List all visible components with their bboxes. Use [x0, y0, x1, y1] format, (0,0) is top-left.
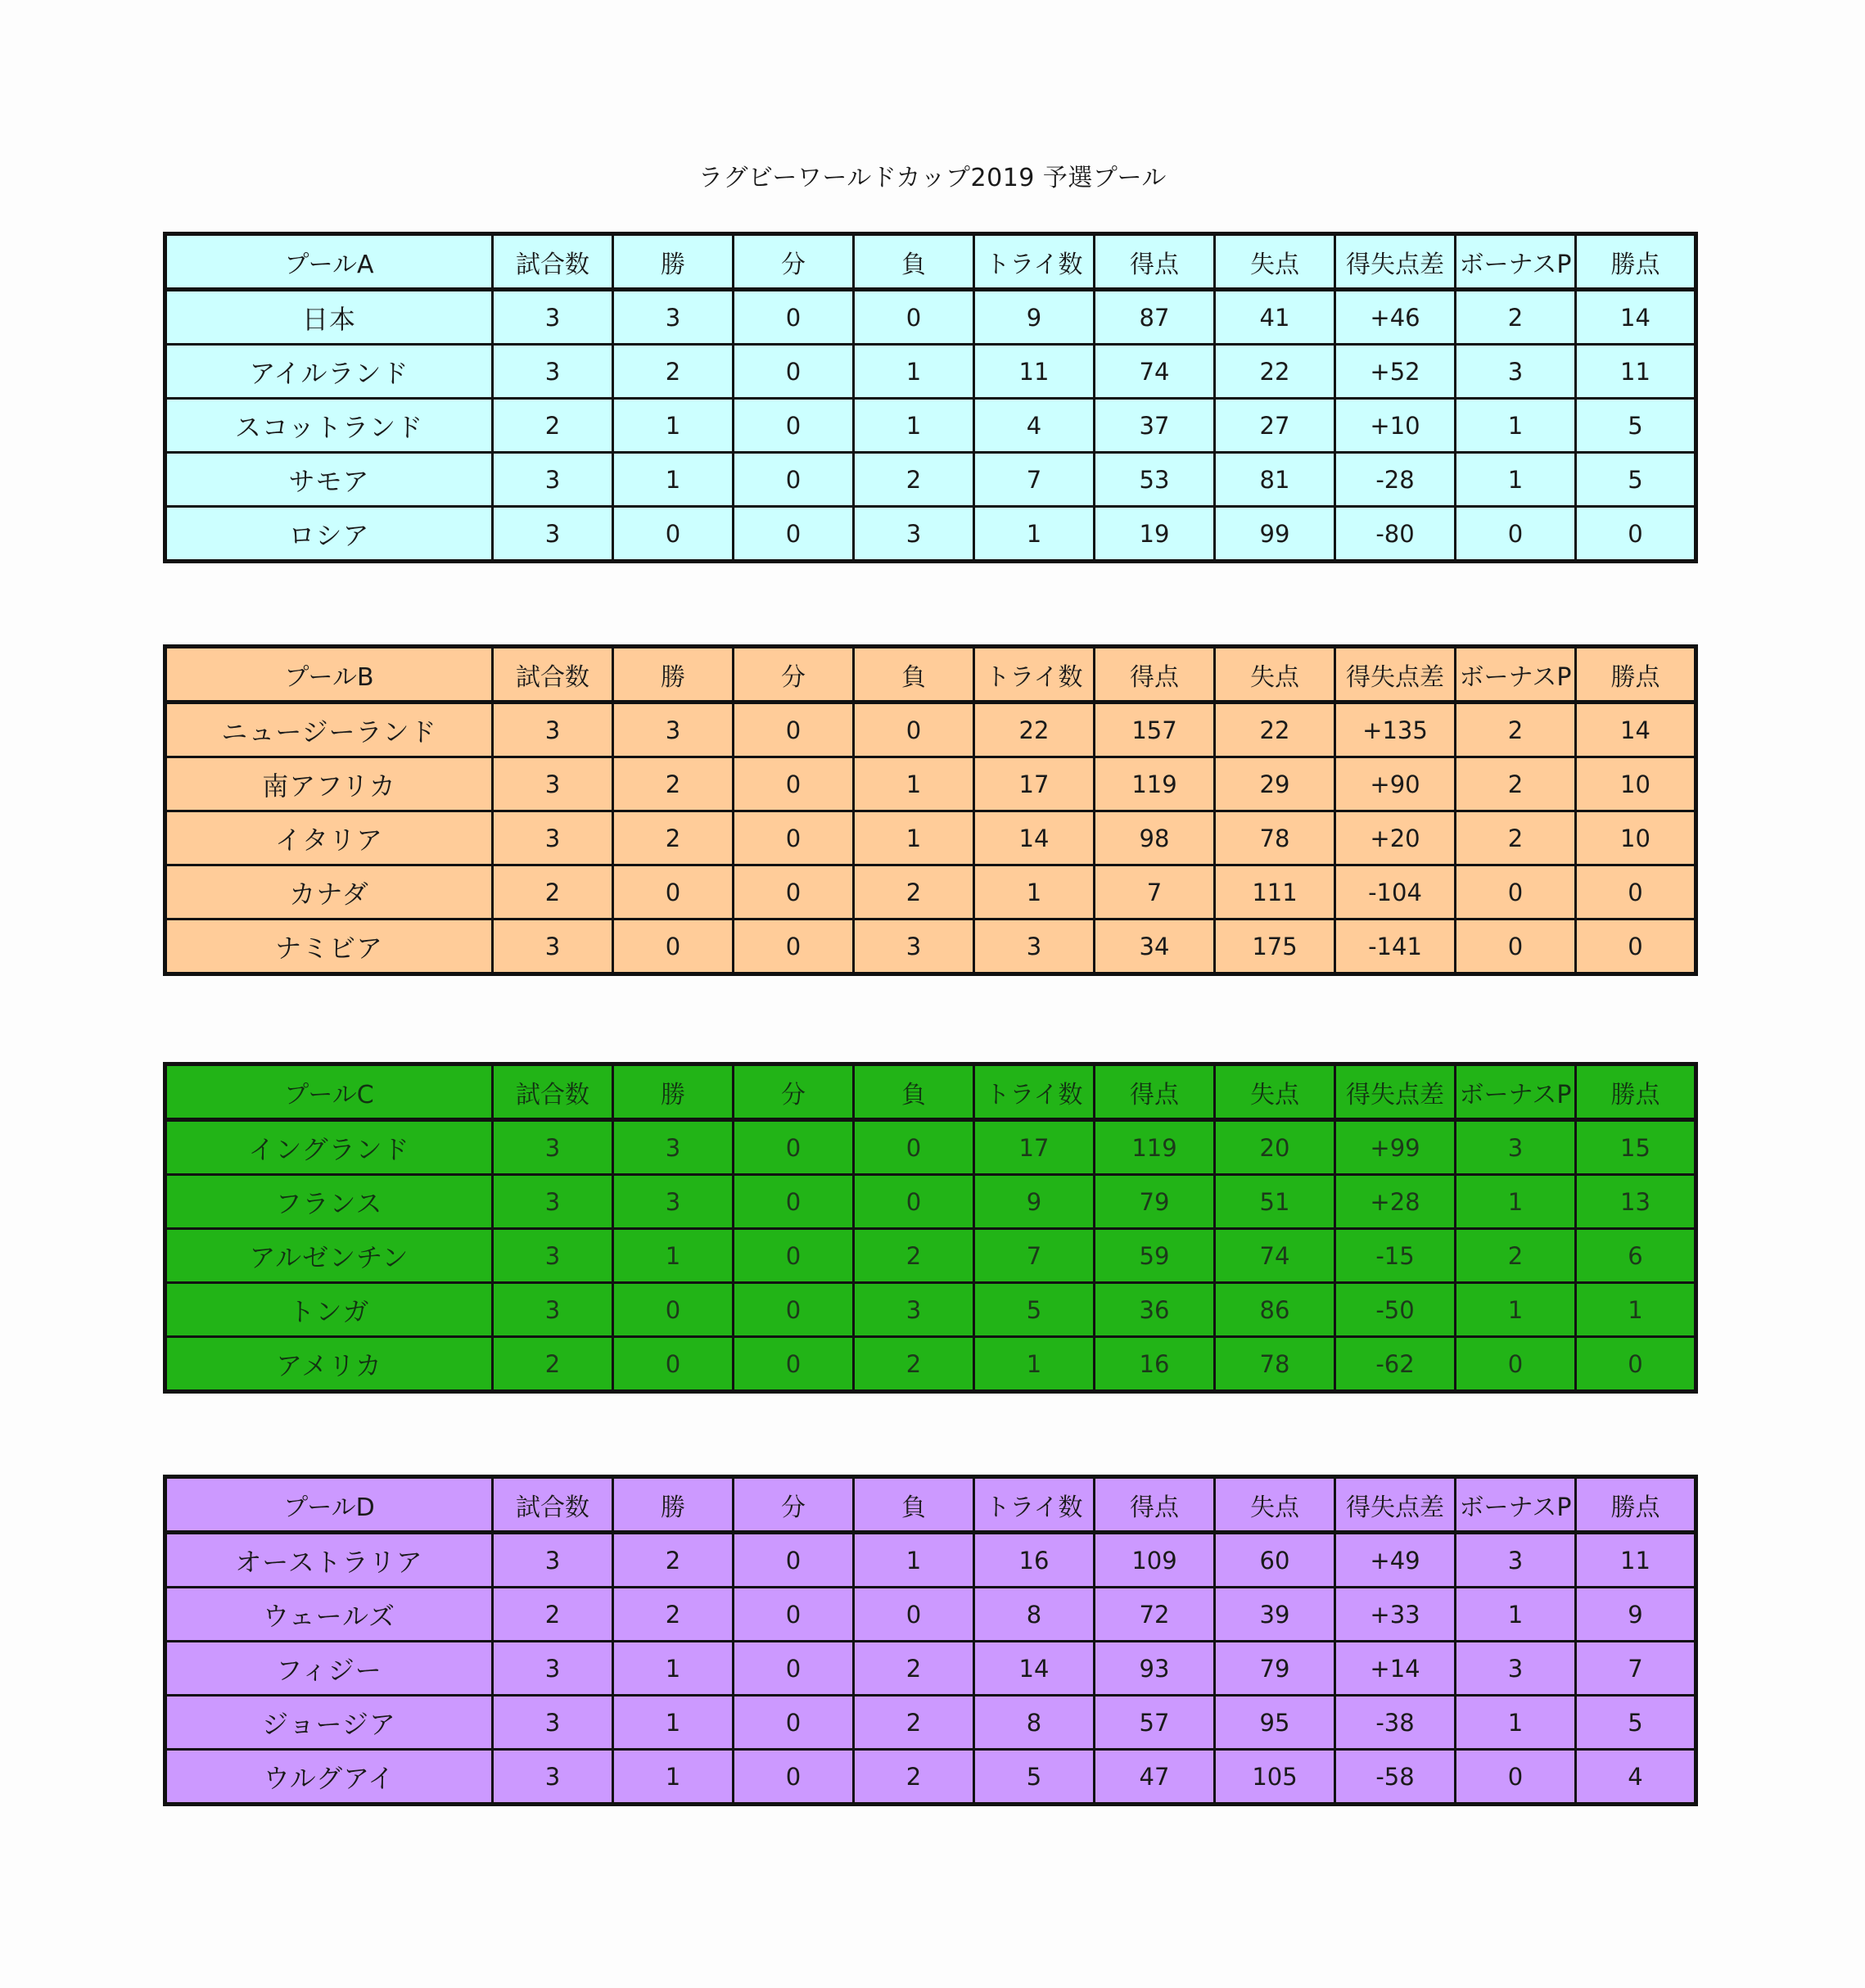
cell-losses: 3 [854, 507, 974, 562]
cell-tries: 16 [974, 1533, 1095, 1588]
cell-draws: 0 [734, 1750, 854, 1805]
cell-table-points: 6 [1576, 1229, 1696, 1283]
team-name: カナダ [165, 865, 493, 919]
cell-draws: 0 [734, 919, 854, 974]
cell-points-for: 119 [1095, 1120, 1215, 1175]
cell-draws: 0 [734, 1588, 854, 1642]
table-row [165, 1750, 1696, 1805]
cell-losses: 2 [854, 1229, 974, 1283]
cell-draws: 0 [734, 1120, 854, 1175]
cell-losses: 3 [854, 919, 974, 974]
cell-points-for: 16 [1095, 1337, 1215, 1392]
table-row [165, 757, 1696, 811]
pool-name: プールD [165, 1477, 493, 1533]
cell-points-for: 7 [1095, 865, 1215, 919]
team-name: 日本 [165, 290, 493, 345]
cell-table-points: 0 [1576, 1337, 1696, 1392]
column-header-points-diff: 得失点差 [1335, 1477, 1456, 1533]
cell-points-for: 72 [1095, 1588, 1215, 1642]
cell-games: 3 [493, 703, 613, 757]
cell-draws: 0 [734, 1337, 854, 1392]
cell-points-for: 19 [1095, 507, 1215, 562]
cell-games: 3 [493, 1533, 613, 1588]
cell-points-against: 74 [1215, 1229, 1335, 1283]
cell-losses: 0 [854, 1588, 974, 1642]
cell-wins: 3 [613, 290, 734, 345]
team-name: トンガ [165, 1283, 493, 1337]
cell-games: 3 [493, 811, 613, 865]
cell-points-for: 109 [1095, 1533, 1215, 1588]
cell-points-diff: -62 [1335, 1337, 1456, 1392]
cell-losses: 2 [854, 1337, 974, 1392]
column-header-tries: トライ数 [974, 647, 1095, 703]
cell-games: 2 [493, 1337, 613, 1392]
cell-losses: 2 [854, 1750, 974, 1805]
cell-table-points: 11 [1576, 345, 1696, 399]
team-name: フィジー [165, 1642, 493, 1696]
cell-games: 2 [493, 399, 613, 453]
cell-losses: 0 [854, 703, 974, 757]
team-name: ウェールズ [165, 1588, 493, 1642]
table-row [165, 811, 1696, 865]
table-header-row [165, 647, 1696, 703]
cell-table-points: 10 [1576, 757, 1696, 811]
column-header-table-points: 勝点 [1576, 1477, 1696, 1533]
cell-bonus-points: 2 [1456, 811, 1576, 865]
cell-tries: 14 [974, 811, 1095, 865]
cell-points-diff: +90 [1335, 757, 1456, 811]
cell-bonus-points: 1 [1456, 1283, 1576, 1337]
cell-points-diff: -141 [1335, 919, 1456, 974]
cell-games: 3 [493, 345, 613, 399]
cell-bonus-points: 1 [1456, 1175, 1576, 1229]
cell-bonus-points: 1 [1456, 1588, 1576, 1642]
cell-table-points: 4 [1576, 1750, 1696, 1805]
cell-points-diff: -38 [1335, 1696, 1456, 1750]
cell-wins: 0 [613, 919, 734, 974]
cell-points-against: 95 [1215, 1696, 1335, 1750]
cell-points-for: 36 [1095, 1283, 1215, 1337]
table-row [165, 1588, 1696, 1642]
cell-bonus-points: 2 [1456, 757, 1576, 811]
cell-points-for: 34 [1095, 919, 1215, 974]
cell-games: 3 [493, 1283, 613, 1337]
column-header-table-points: 勝点 [1576, 234, 1696, 290]
cell-draws: 0 [734, 1175, 854, 1229]
column-header-bonus-points: ボーナスP [1456, 1064, 1576, 1120]
cell-bonus-points: 3 [1456, 1120, 1576, 1175]
column-header-wins: 勝 [613, 1477, 734, 1533]
table-row [165, 453, 1696, 507]
cell-points-diff: +99 [1335, 1120, 1456, 1175]
column-header-games: 試合数 [493, 647, 613, 703]
cell-table-points: 11 [1576, 1533, 1696, 1588]
cell-games: 3 [493, 1229, 613, 1283]
cell-tries: 7 [974, 1229, 1095, 1283]
cell-wins: 1 [613, 453, 734, 507]
table-header-row [165, 1064, 1696, 1120]
cell-games: 3 [493, 1642, 613, 1696]
cell-table-points: 7 [1576, 1642, 1696, 1696]
team-name: ロシア [165, 507, 493, 562]
cell-points-against: 105 [1215, 1750, 1335, 1805]
cell-bonus-points: 3 [1456, 1642, 1576, 1696]
column-header-points-diff: 得失点差 [1335, 1064, 1456, 1120]
column-header-losses: 負 [854, 1477, 974, 1533]
cell-games: 2 [493, 865, 613, 919]
cell-points-for: 59 [1095, 1229, 1215, 1283]
cell-draws: 0 [734, 507, 854, 562]
column-header-wins: 勝 [613, 647, 734, 703]
table-row [165, 1533, 1696, 1588]
column-header-table-points: 勝点 [1576, 1064, 1696, 1120]
cell-losses: 1 [854, 345, 974, 399]
column-header-points-for: 得点 [1095, 1477, 1215, 1533]
column-header-losses: 負 [854, 234, 974, 290]
cell-wins: 0 [613, 1337, 734, 1392]
column-header-tries: トライ数 [974, 1064, 1095, 1120]
cell-wins: 1 [613, 1229, 734, 1283]
column-header-points-against: 失点 [1215, 234, 1335, 290]
cell-points-against: 81 [1215, 453, 1335, 507]
cell-points-diff: +46 [1335, 290, 1456, 345]
team-name: アイルランド [165, 345, 493, 399]
cell-table-points: 5 [1576, 399, 1696, 453]
column-header-wins: 勝 [613, 1064, 734, 1120]
cell-points-for: 37 [1095, 399, 1215, 453]
cell-losses: 1 [854, 757, 974, 811]
column-header-points-against: 失点 [1215, 647, 1335, 703]
cell-points-diff: +135 [1335, 703, 1456, 757]
cell-points-for: 53 [1095, 453, 1215, 507]
cell-games: 2 [493, 1588, 613, 1642]
cell-losses: 2 [854, 865, 974, 919]
column-header-tries: トライ数 [974, 1477, 1095, 1533]
cell-losses: 2 [854, 1642, 974, 1696]
cell-losses: 1 [854, 399, 974, 453]
table-row [165, 703, 1696, 757]
cell-losses: 1 [854, 1533, 974, 1588]
cell-points-diff: -50 [1335, 1283, 1456, 1337]
column-header-bonus-points: ボーナスP [1456, 234, 1576, 290]
cell-games: 3 [493, 1120, 613, 1175]
team-name: 南アフリカ [165, 757, 493, 811]
cell-losses: 3 [854, 1283, 974, 1337]
cell-points-against: 175 [1215, 919, 1335, 974]
cell-losses: 0 [854, 1175, 974, 1229]
table-row [165, 345, 1696, 399]
cell-draws: 0 [734, 865, 854, 919]
cell-wins: 1 [613, 1750, 734, 1805]
cell-tries: 11 [974, 345, 1095, 399]
cell-points-diff: +33 [1335, 1588, 1456, 1642]
cell-bonus-points: 2 [1456, 290, 1576, 345]
cell-draws: 0 [734, 345, 854, 399]
pool-name: プールA [165, 234, 493, 290]
cell-points-diff: +28 [1335, 1175, 1456, 1229]
team-name: ニュージーランド [165, 703, 493, 757]
cell-points-against: 78 [1215, 811, 1335, 865]
team-name: イタリア [165, 811, 493, 865]
cell-points-against: 20 [1215, 1120, 1335, 1175]
column-header-table-points: 勝点 [1576, 647, 1696, 703]
cell-points-for: 47 [1095, 1750, 1215, 1805]
cell-wins: 2 [613, 345, 734, 399]
column-header-points-against: 失点 [1215, 1477, 1335, 1533]
cell-points-against: 86 [1215, 1283, 1335, 1337]
cell-wins: 2 [613, 811, 734, 865]
team-name: サモア [165, 453, 493, 507]
table-row [165, 1283, 1696, 1337]
cell-points-diff: -80 [1335, 507, 1456, 562]
cell-games: 3 [493, 919, 613, 974]
column-header-games: 試合数 [493, 1064, 613, 1120]
cell-games: 3 [493, 757, 613, 811]
column-header-bonus-points: ボーナスP [1456, 647, 1576, 703]
cell-bonus-points: 0 [1456, 1337, 1576, 1392]
cell-tries: 5 [974, 1750, 1095, 1805]
cell-table-points: 14 [1576, 290, 1696, 345]
cell-tries: 5 [974, 1283, 1095, 1337]
cell-table-points: 15 [1576, 1120, 1696, 1175]
column-header-points-for: 得点 [1095, 1064, 1215, 1120]
table-header-row [165, 1477, 1696, 1533]
cell-table-points: 13 [1576, 1175, 1696, 1229]
table-row [165, 919, 1696, 974]
cell-games: 3 [493, 290, 613, 345]
column-header-draws: 分 [734, 647, 854, 703]
cell-wins: 2 [613, 757, 734, 811]
cell-table-points: 5 [1576, 453, 1696, 507]
cell-losses: 1 [854, 811, 974, 865]
team-name: ウルグアイ [165, 1750, 493, 1805]
cell-points-against: 27 [1215, 399, 1335, 453]
cell-games: 3 [493, 507, 613, 562]
pool-name: プールC [165, 1064, 493, 1120]
cell-bonus-points: 3 [1456, 1533, 1576, 1588]
table-row [165, 1642, 1696, 1696]
cell-bonus-points: 1 [1456, 453, 1576, 507]
cell-points-diff: +14 [1335, 1642, 1456, 1696]
cell-draws: 0 [734, 703, 854, 757]
cell-games: 3 [493, 1175, 613, 1229]
cell-wins: 3 [613, 1175, 734, 1229]
cell-tries: 17 [974, 1120, 1095, 1175]
table-row [165, 399, 1696, 453]
page-title: ラグビーワールドカップ2019 予選プール [698, 164, 1167, 192]
column-header-games: 試合数 [493, 1477, 613, 1533]
table-row [165, 1175, 1696, 1229]
cell-points-against: 111 [1215, 865, 1335, 919]
cell-points-diff: +52 [1335, 345, 1456, 399]
cell-draws: 0 [734, 453, 854, 507]
cell-draws: 0 [734, 1229, 854, 1283]
column-header-points-for: 得点 [1095, 234, 1215, 290]
table-row [165, 1229, 1696, 1283]
cell-points-against: 39 [1215, 1588, 1335, 1642]
cell-bonus-points: 3 [1456, 345, 1576, 399]
cell-points-diff: -58 [1335, 1750, 1456, 1805]
cell-points-diff: -28 [1335, 453, 1456, 507]
cell-points-for: 74 [1095, 345, 1215, 399]
cell-bonus-points: 0 [1456, 1750, 1576, 1805]
cell-bonus-points: 1 [1456, 1696, 1576, 1750]
cell-draws: 0 [734, 1283, 854, 1337]
cell-draws: 0 [734, 399, 854, 453]
cell-draws: 0 [734, 757, 854, 811]
cell-bonus-points: 0 [1456, 507, 1576, 562]
cell-games: 3 [493, 1750, 613, 1805]
cell-tries: 8 [974, 1588, 1095, 1642]
pool-c-table [163, 1062, 1698, 1394]
cell-points-against: 99 [1215, 507, 1335, 562]
column-header-points-diff: 得失点差 [1335, 647, 1456, 703]
pool-b-table [163, 644, 1698, 976]
cell-draws: 0 [734, 1533, 854, 1588]
cell-table-points: 0 [1576, 507, 1696, 562]
team-name: アルゼンチン [165, 1229, 493, 1283]
cell-points-against: 51 [1215, 1175, 1335, 1229]
cell-table-points: 10 [1576, 811, 1696, 865]
cell-wins: 1 [613, 399, 734, 453]
cell-points-for: 98 [1095, 811, 1215, 865]
cell-tries: 1 [974, 865, 1095, 919]
cell-points-for: 93 [1095, 1642, 1215, 1696]
cell-tries: 1 [974, 1337, 1095, 1392]
cell-points-against: 22 [1215, 703, 1335, 757]
cell-tries: 8 [974, 1696, 1095, 1750]
cell-wins: 0 [613, 865, 734, 919]
cell-points-for: 119 [1095, 757, 1215, 811]
cell-table-points: 1 [1576, 1283, 1696, 1337]
team-name: ジョージア [165, 1696, 493, 1750]
cell-points-for: 79 [1095, 1175, 1215, 1229]
cell-tries: 22 [974, 703, 1095, 757]
cell-tries: 14 [974, 1642, 1095, 1696]
cell-points-diff: +20 [1335, 811, 1456, 865]
pool-a-table [163, 232, 1698, 563]
cell-tries: 3 [974, 919, 1095, 974]
cell-wins: 1 [613, 1642, 734, 1696]
column-header-tries: トライ数 [974, 234, 1095, 290]
column-header-games: 試合数 [493, 234, 613, 290]
cell-points-against: 79 [1215, 1642, 1335, 1696]
cell-tries: 9 [974, 290, 1095, 345]
column-header-points-against: 失点 [1215, 1064, 1335, 1120]
pool-name: プールB [165, 647, 493, 703]
table-row [165, 865, 1696, 919]
column-header-draws: 分 [734, 1477, 854, 1533]
table-row [165, 290, 1696, 345]
cell-points-diff: -15 [1335, 1229, 1456, 1283]
column-header-losses: 負 [854, 647, 974, 703]
cell-points-for: 157 [1095, 703, 1215, 757]
column-header-bonus-points: ボーナスP [1456, 1477, 1576, 1533]
cell-points-diff: -104 [1335, 865, 1456, 919]
cell-table-points: 14 [1576, 703, 1696, 757]
table-row [165, 507, 1696, 562]
column-header-points-diff: 得失点差 [1335, 234, 1456, 290]
cell-wins: 3 [613, 703, 734, 757]
cell-points-against: 78 [1215, 1337, 1335, 1392]
cell-points-diff: +10 [1335, 399, 1456, 453]
cell-tries: 1 [974, 507, 1095, 562]
cell-points-against: 41 [1215, 290, 1335, 345]
cell-wins: 0 [613, 507, 734, 562]
cell-wins: 3 [613, 1120, 734, 1175]
cell-table-points: 5 [1576, 1696, 1696, 1750]
cell-bonus-points: 0 [1456, 919, 1576, 974]
cell-bonus-points: 0 [1456, 865, 1576, 919]
cell-tries: 4 [974, 399, 1095, 453]
cell-points-for: 57 [1095, 1696, 1215, 1750]
cell-losses: 0 [854, 290, 974, 345]
cell-losses: 0 [854, 1120, 974, 1175]
team-name: フランス [165, 1175, 493, 1229]
cell-tries: 7 [974, 453, 1095, 507]
column-header-draws: 分 [734, 234, 854, 290]
cell-bonus-points: 2 [1456, 703, 1576, 757]
cell-points-for: 87 [1095, 290, 1215, 345]
cell-wins: 0 [613, 1283, 734, 1337]
cell-draws: 0 [734, 811, 854, 865]
cell-draws: 0 [734, 290, 854, 345]
cell-games: 3 [493, 453, 613, 507]
table-row [165, 1337, 1696, 1392]
table-header-row [165, 234, 1696, 290]
cell-losses: 2 [854, 453, 974, 507]
cell-points-against: 60 [1215, 1533, 1335, 1588]
team-name: ナミビア [165, 919, 493, 974]
cell-points-diff: +49 [1335, 1533, 1456, 1588]
cell-bonus-points: 1 [1456, 399, 1576, 453]
cell-table-points: 9 [1576, 1588, 1696, 1642]
team-name: スコットランド [165, 399, 493, 453]
cell-draws: 0 [734, 1642, 854, 1696]
team-name: オーストラリア [165, 1533, 493, 1588]
table-row [165, 1696, 1696, 1750]
team-name: アメリカ [165, 1337, 493, 1392]
cell-table-points: 0 [1576, 865, 1696, 919]
column-header-wins: 勝 [613, 234, 734, 290]
cell-wins: 2 [613, 1533, 734, 1588]
cell-tries: 17 [974, 757, 1095, 811]
cell-wins: 1 [613, 1696, 734, 1750]
cell-tries: 9 [974, 1175, 1095, 1229]
cell-games: 3 [493, 1696, 613, 1750]
cell-wins: 2 [613, 1588, 734, 1642]
cell-table-points: 0 [1576, 919, 1696, 974]
column-header-points-for: 得点 [1095, 647, 1215, 703]
cell-points-against: 22 [1215, 345, 1335, 399]
table-row [165, 1120, 1696, 1175]
team-name: イングランド [165, 1120, 493, 1175]
column-header-draws: 分 [734, 1064, 854, 1120]
cell-losses: 2 [854, 1696, 974, 1750]
cell-points-against: 29 [1215, 757, 1335, 811]
cell-draws: 0 [734, 1696, 854, 1750]
pool-d-table [163, 1475, 1698, 1806]
cell-bonus-points: 2 [1456, 1229, 1576, 1283]
column-header-losses: 負 [854, 1064, 974, 1120]
